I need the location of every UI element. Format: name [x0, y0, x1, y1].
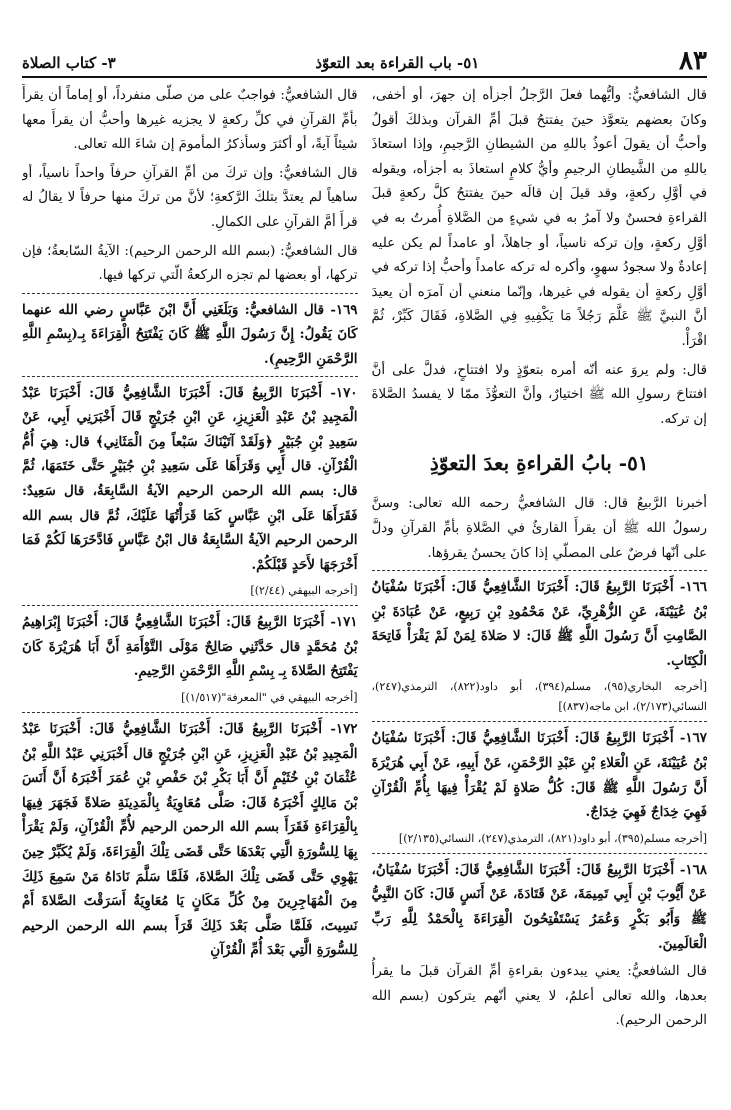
hadith-168: ١٦٨- أَخْبَرَنَا الرَّبِيعُ قَالَ: أَخْبَرَنَا الشَّافِعِيُّ قَالَ: أَخْبَرَنَا سُفْيَانُ، عَنْ أَيُّوبَ بْنِ أَبِي تَمِيمَةَ، عَنْ قَتَادَةَ، عَنْ أَنَسٍ قَالَ: كَانَ النَّبِيُّ ﷺ وَأَبُو بَكْرٍ وَعُمَرُ يَسْتَفْتِحُونَ الْقِرَاءَةَ بِالْحَمْدُ لِلَّهِ رَبِّ الْعَالَمِينَ. — [371, 861, 707, 952]
paragraph: قال الشافعيُّ: يعني يبدءون بقراءةِ أمِّ القرآن قبلَ ما يقرأُ بعدها، والله تعالى أعلمُ، لا يعني أنّهم يتركون (بسم الله الرحمن الرحيم). — [371, 964, 707, 1029]
citation-166: [أخرجه البخاري(٩٥)، مسلم(٣٩٤)، أبو داود(٨٢٢)، الترمذي(٢٤٧)، النسائي(٢/١٧٣)، ابن ماجه(٨٣٧)] — [371, 680, 707, 714]
book-title: ٣- كتاب الصلاة — [22, 54, 116, 72]
page-number: ٨٣ — [679, 46, 707, 76]
divider — [22, 293, 358, 294]
hadith-172: ١٧٢- أَخْبَرَنَا الرَّبِيعُ قَالَ: أَخْبَرَنَا الشَّافِعِيُّ قَالَ: أَخْبَرَنَا عَبْدُ الْمَجِيدِ بْنُ عَبْدِ الْعَزِيزِ، عَنِ ابْنِ جُرَيْجٍ قال أَخْبَرَنِي عَبْدُ اللَّهِ بْنُ عُثْمَانَ بْنِ خُثَيْمٍ أَنَّ أَبَا بَكْرِ بْنَ حَفْصِ بْنِ عُمَرَ أَخْبَرَهُ أَنَّ أَنَسَ بْنَ مَالِكٍ أَخْبَرَهُ قَالَ: صَلَّى مُعَاوِيَةُ بِالْمَدِينَةِ صَلاةً فَجَهَرَ فِيهَا بِالْقِرَاءَةِ فَقَرَأَ بسم الله الرحمن الرحيم لأُمِّ الْقُرْآنِ، وَلَمْ يَقْرَأْ بِهَا لِلسُّورَةِ الَّتِي بَعْدَهَا حَتَّى قَضَى تِلْكَ الْقِرَاءَةَ، وَلَمْ يُكَبِّرْ حِينَ يَهْوِي حَتَّى قَضَى تِلْكَ الصَّلاةَ، فَلَمَّا سَلَّمَ نَادَاهُ مَنْ سَمِعَ ذَلِكَ مِنَ الْمُهَاجِرِينَ مِنْ كُلِّ مَكَانٍ يَا مُعَاوِيَةُ أَسَرَقْتَ الصَّلاةَ أَمْ نَسِيتَ، فَلَمَّا صَلَّى بَعْدَ ذَلِكَ قَرَأَ بسم الله الرحمن الرحيم لِلسُّورَةِ الَّتِي بَعْدَ أُمِّ الْقُرْآنِ — [22, 721, 358, 959]
hadith-169: ١٦٩- قال الشافعيُّ: وَبَلَغَنِي أَنَّ ابْنَ عَبَّاسٍ رضي الله عنهما كَانَ يَقُولُ: إِنَّ رَسُولَ اللَّهِ ﷺ كَانَ يَفْتَتِحُ الْقِرَاءَةَ بِـ(بِسْمِ اللَّهِ الرَّحْمَنِ الرَّحِيمِ). — [22, 301, 358, 367]
divider — [372, 570, 708, 571]
paragraph: قال الشافعيُّ: (بسم الله الرحمن الرحيم): الآيةُ السّابعةُ؛ فإن تركها، أو بعضها لم تجزه الركعةُ الّتي تركها فيها. — [22, 243, 358, 284]
left-column — [22, 84, 358, 1110]
hadith-171: ١٧١- أَخْبَرَنَا الرَّبِيعُ قَالَ: أَخْبَرَنَا الشَّافِعِيُّ قَالَ: أَخْبَرَنَا إِبْرَاهِيمُ بْنُ مُحَمَّدٍ قال حَدَّثَنِي صَالِحٌ مَوْلَى التَّوْأَمَةِ أَنَّ أَبَا هُرَيْرَةَ كَانَ يَفْتَتِحُ الصَّلاةَ بِـ بِسْمِ اللَّهِ الرَّحْمَنِ الرَّحِيمِ. — [22, 614, 358, 680]
page-header — [22, 38, 707, 78]
citation-171: [أخرجه البيهقي في "المعرفة"(١/٥١٧)] — [181, 691, 358, 705]
divider — [22, 376, 358, 377]
right-column — [372, 84, 708, 1110]
hadith-167: ١٦٧- أَخْبَرَنَا الرَّبِيعُ قَالَ: أَخْبَرَنَا الشَّافِعِيُّ قَالَ: أَخْبَرَنَا سُفْيَانُ بْنُ عُيَيْنَةَ، عَنِ الْعَلاءِ بْنِ عَبْدِ الرَّحْمَنِ، عَنْ أَبِيهِ، عَنْ أَبِي هُرَيْرَةَ أَنَّ رَسُولَ اللَّهِ ﷺ قَالَ: كُلُّ صَلاةٍ لَمْ يُقْرَأْ فِيهَا بِأُمِّ الْقُرْآنِ فَهِيَ خِدَاجٌ فَهِيَ خِدَاجٌ. — [371, 730, 707, 821]
hadith-170: ١٧٠- أَخْبَرَنَا الرَّبِيعُ قَالَ: أَخْبَرَنَا الشَّافِعِيُّ قَالَ: أَخْبَرَنَا عَبْدُ الْمَجِيدِ بْنُ عَبْدِ الْعَزِيزِ، عَنِ ابْنِ جُرَيْجٍ قَالَ أَخْبَرَنِي أَبِي، عَنْ سَعِيدِ بْنِ جُبَيْرٍ ﴿وَلَقَدْ آتَيْنَاكَ سَبْعاً مِنَ الْمَثَانِي﴾ قال: هِيَ أُمُّ الْقُرْآنِ. قال أَبِي وَقَرَأَهَا عَلَى سَعِيدِ بْنِ جُبَيْرٍ حَتَّى خَتَمَهَا، ثُمَّ قال: بسم الله الرحمن الرحيم الآيةُ السَّابِعَةُ، قال سَعِيدٌ: فَقَرَأَهَا عَلَى ابْنِ عَبَّاسٍ كَمَا قَرَأْتُهَا عَلَيْكَ، ثُمَّ قال بسم الله الرحمن الرحيم الآيةُ السَّابِعَةُ قال ابْنُ عَبَّاسٍ فَادَّخَرَهَا لَكُمْ فَمَا أَخْرَجَهَا لأَحَدٍ قَبْلَكُمْ. — [22, 384, 358, 573]
paragraph: قال الشافعيُّ: وأيُّهما فعلَ الرَّجلُ أجزأه إن جهرَ، أو أخفى، وكانَ بعضهم يتعوَّذ حينَ يفتتحُ قبلَ أمِّ القرآن وبذلكَ أقولُ وأحبُّ أن يقولَ أعوذُ باللهِ من الشيطانِ الرَّجيمِ، وإذا استعاذَ باللهِ من الشَّيطانِ الرجيمِ وأيُّ كلامٍ استعاذَ به أجزأه، ويقوله في أوَّلِ ركعةٍ، وقد قيلَ إن قالَه حينَ يفتتحُ كلَّ ركعةٍ قبلَ القراءةِ فحسنٌ ولا آمرُ به في شيءٍ من الصَّلاةِ أُمرتُ به في أوَّلِ ركعةٍ، وإن تركه ناسياً، أو جاهلاً، أو عامداً لم يكن عليه إعادةٌ ولا سجودُ سهوٍ، وأكره له تركه عامداً وأحبُّ إذا تركه في أوَّلِ ركعةٍ أن يقوله في غيرها، وإنّما منعني أن آمرَه أن يعيدَ أنَّ النبيَّ ﷺ عَلَّمَ رَجُلاً مَا يَكْفِيهِ فِي الصَّلاةِ، فَقَالَ كَبِّرْ، ثُمَّ اقْرَأْ. — [371, 88, 707, 349]
divider — [22, 712, 358, 713]
paragraph: قال الشافعيُّ: وإن تركَ من أمِّ القرآنِ حرفاً واحداً ناسياً، أو ساهياً لم يعتدَّ بتلكَ الرَّكعةِ؛ لأنَّ من تركَ منها حرفاً لا يقالُ له قرأَ أمَّ القرآنِ على الكمالِ. — [22, 165, 358, 230]
divider — [372, 853, 708, 854]
divider — [22, 605, 358, 606]
citation-167: [أخرجه مسلم(٣٩٥)، أبو داود(٨٢١)، الترمذي(٢٤٧)، النسائي(٢/١٣٥)] — [398, 831, 707, 845]
paragraph: قال: ولم يروَ عنه أنّه أمره بتعوّذٍ ولا افتتاحٍ، فدلَّ على أنَّ افتتاحَ رسولِ الله ﷺ اختيارٌ، وأنَّ التعوُّذَ ممّا لا يفسدُ الصَّلاةَ إن تركه. — [371, 362, 707, 427]
divider — [372, 721, 708, 722]
chapter-heading: ٥١- بابُ القراءةِ بعدَ التعوّذِ — [429, 451, 649, 476]
paragraph: قال الشافعيُّ: فواجبٌ على من صلّى منفرداً، أو إماماً أن يقرأَ بأمِّ القرآنِ في كلِّ ركعةٍ لا يجزيه غيرها وأحبُّ أن يقرأَ معها شيئاً آيةً، أو أكثرَ وسأذكرُ المأمومَ إن شاءَ الله تعالى. — [22, 88, 358, 153]
citation-170: [أخرجه البيهقي (٢/٤٤)] — [250, 584, 358, 598]
hadith-166: ١٦٦- أَخْبَرَنَا الرَّبِيعُ قَالَ: أَخْبَرَنَا الشَّافِعِيُّ قَالَ: أَخْبَرَنَا سُفْيَانُ بْنُ عُيَيْنَةَ، عَنِ الزُّهْرِيِّ، عَنْ مَحْمُودِ بْنِ رَبِيعٍ، عَنْ عُبَادَةَ بْنِ الصَّامِتِ أَنَّ رَسُولَ اللَّهِ ﷺ قَالَ: لا صَلاةَ لِمَنْ لَمْ يَقْرَأْ فَاتِحَةَ الْكِتَابِ. — [371, 579, 707, 669]
paragraph: أخبرنا الرَّبيعُ قال: قال الشافعيُّ رحمه الله تعالى: وسنَّ رسولُ الله ﷺ أن يقرأَ القارئُ في الصَّلاةِ بأمِّ القرآنِ ودلَّ على أنّها فرضٌ على المصلّي إذا كانَ يحسنُ يقرؤها. — [371, 496, 707, 561]
text-columns — [22, 84, 707, 1110]
chapter-title: ٥١- باب القراءة بعد التعوّذ — [315, 54, 480, 72]
